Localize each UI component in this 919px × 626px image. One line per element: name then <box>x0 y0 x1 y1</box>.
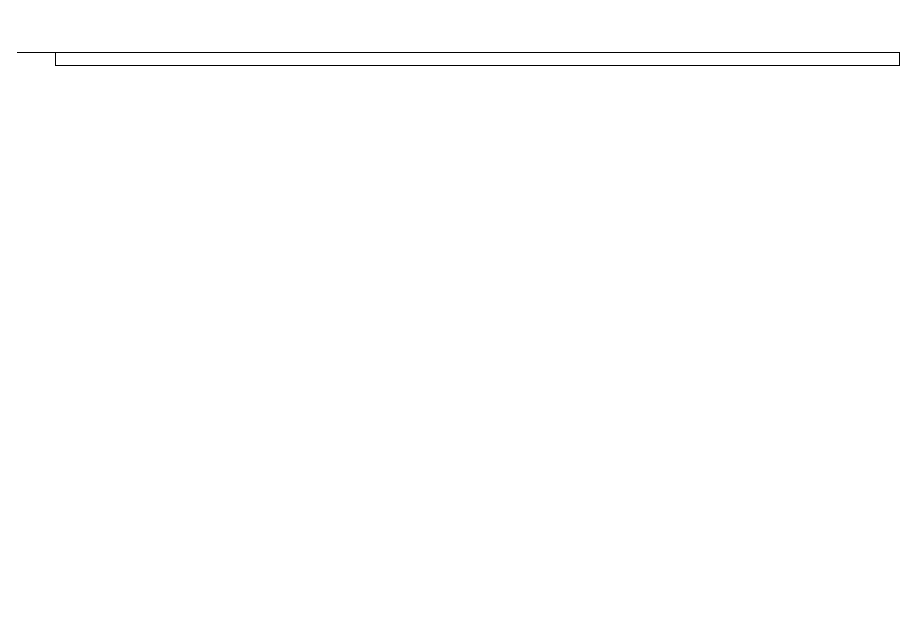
section-header-row <box>17 53 899 66</box>
section-title <box>55 53 899 66</box>
spec-table <box>17 52 900 66</box>
